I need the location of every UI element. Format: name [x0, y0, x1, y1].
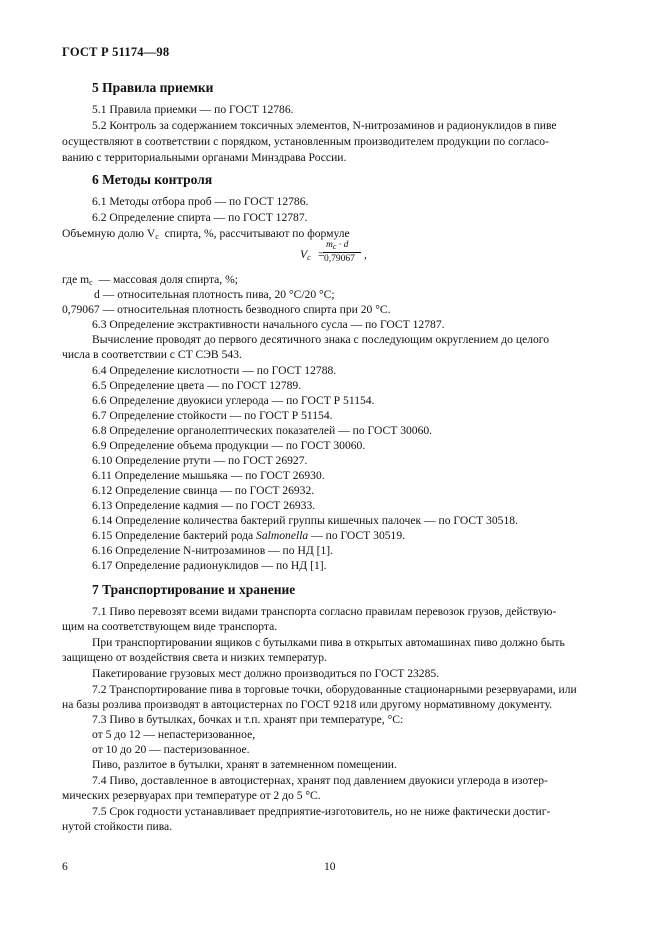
text-line: 6.16 Определение N-нитрозаминов — по НД [1].	[92, 544, 334, 557]
text-line: от 10 до 20 — пастеризованное.	[92, 743, 250, 756]
text-line: 6.12 Определение свинца — по ГОСТ 26932.	[92, 484, 315, 497]
text-line: Пиво, разлитое в бутылки, хранят в затемненном помещении.	[92, 758, 397, 771]
text-line: 7.5 Срок годности устанавливает предприятие-изготовитель, но не ниже фактически достиг-	[92, 805, 551, 818]
text-line: 6.10 Определение ртути — по ГОСТ 26927.	[92, 454, 308, 467]
text-line: 5.1 Правила приемки — по ГОСТ 12786.	[92, 103, 294, 116]
text-line: 6.9 Определение объема продукции — по ГОСТ 30060.	[92, 439, 366, 452]
text-line: числа в соответствии с СТ СЭВ 543.	[62, 348, 242, 361]
text-line: 6.4 Определение кислотности — по ГОСТ 12788.	[92, 364, 337, 377]
section-7-title: 7 Транспортирование и хранение	[92, 582, 296, 597]
text-line: 6.1 Методы отбора проб — по ГОСТ 12786.	[92, 195, 309, 208]
text-line: 6.7 Определение стойкости — по ГОСТ Р 51154.	[92, 409, 333, 422]
text-line: ванию с территориальными органами Минздрава России.	[62, 151, 347, 164]
text-line: 5.2 Контроль за содержанием токсичных элементов, N-нитрозаминов и радионуклидов в пиве	[92, 119, 557, 132]
text-line: 6.6 Определение двуокиси углерода — по ГОСТ Р 51154.	[92, 394, 375, 407]
text-line: Вычисление проводят до первого десятичного знака с последующим округлением до целого	[92, 333, 550, 346]
text-line: от 5 до 12 — непастеризованное,	[92, 728, 256, 741]
page-number-left: 6	[62, 860, 68, 873]
text-line: 6.3 Определение экстрактивности начального сусла — по ГОСТ 12787.	[92, 318, 445, 331]
section-5-title: 5 Правила приемки	[92, 80, 214, 95]
text-line: 7.4 Пиво, доставленное в автоцистернах, хранят под давлением двуокиси углерода в изотер-	[92, 774, 548, 787]
text-line: 7.2 Транспортирование пива в торговые точки, оборудованные стационарными резервуарами, или	[92, 683, 577, 696]
document-header: ГОСТ Р 51174—98	[62, 45, 170, 59]
text-line: осуществляют в соответствии с порядком, установленным производителем продукции по согласо-	[62, 135, 549, 148]
text-line: где $m_с$ — массовая доля спирта, %;	[62, 273, 238, 287]
text-line: d — относительная плотность пива, 20 °С/20 °С;	[94, 288, 335, 301]
text-line: 7.3 Пиво в бутылках, бочках и т.п. хранят при температуре, °С:	[92, 713, 404, 726]
text-line: мических резервуарах при температуре от 2 до 5 °С.	[62, 789, 321, 802]
text-line: 7.1 Пиво перевозят всеми видами транспорта согласно правилам перевозок грузов, действую-	[92, 605, 557, 618]
text-line: 6.13 Определение кадмия — по ГОСТ 26933.	[92, 499, 316, 512]
page-number-center: 10	[324, 860, 336, 873]
fraction-bar	[323, 252, 361, 253]
text-line: 6.5 Определение цвета — по ГОСТ 12789.	[92, 379, 302, 392]
text-line: 6.14 Определение количества бактерий группы кишечных палочек — по ГОСТ 30518.	[92, 514, 518, 527]
text-line: 6.2 Определение спирта — по ГОСТ 12787.	[92, 211, 308, 224]
text-line: 6.11 Определение мышьяка — по ГОСТ 26930.	[92, 469, 325, 482]
text-line: щим на соответствующем виде транспорта.	[62, 620, 278, 633]
text-line: 6.8 Определение органолептических показателей — по ГОСТ 30060.	[92, 424, 433, 437]
text-line: защищено от воздействия света и низких температур.	[62, 651, 327, 664]
text-line: 0,79067 — относительная плотность безводного спирта при 20 °С.	[62, 303, 391, 316]
formula: $V_с$ = $m_с \cdot d$ 0,79067 ,	[300, 240, 367, 264]
text-line: на базы розлива производят в автоцистернах по ГОСТ 9218 или другому нормативному документу.	[62, 698, 553, 711]
text-line: нутой стойкости пива.	[62, 820, 173, 833]
text-line: При транспортировании ящиков с бутылками пива в открытых автомашинах пиво должно быть	[92, 636, 565, 649]
section-6-title: 6 Методы контроля	[92, 172, 213, 187]
text-line: 6.15 Определение бактерий рода Salmonella — по ГОСТ 30519.	[92, 529, 406, 542]
text-line: Пакетирование грузовых мест должно производиться по ГОСТ 23285.	[92, 667, 440, 680]
text-line: Объемную долю $V_с$ спирта, %, рассчитывают по формуле	[62, 227, 350, 241]
text-line: 6.17 Определение радионуклидов — по НД [1].	[92, 559, 327, 572]
